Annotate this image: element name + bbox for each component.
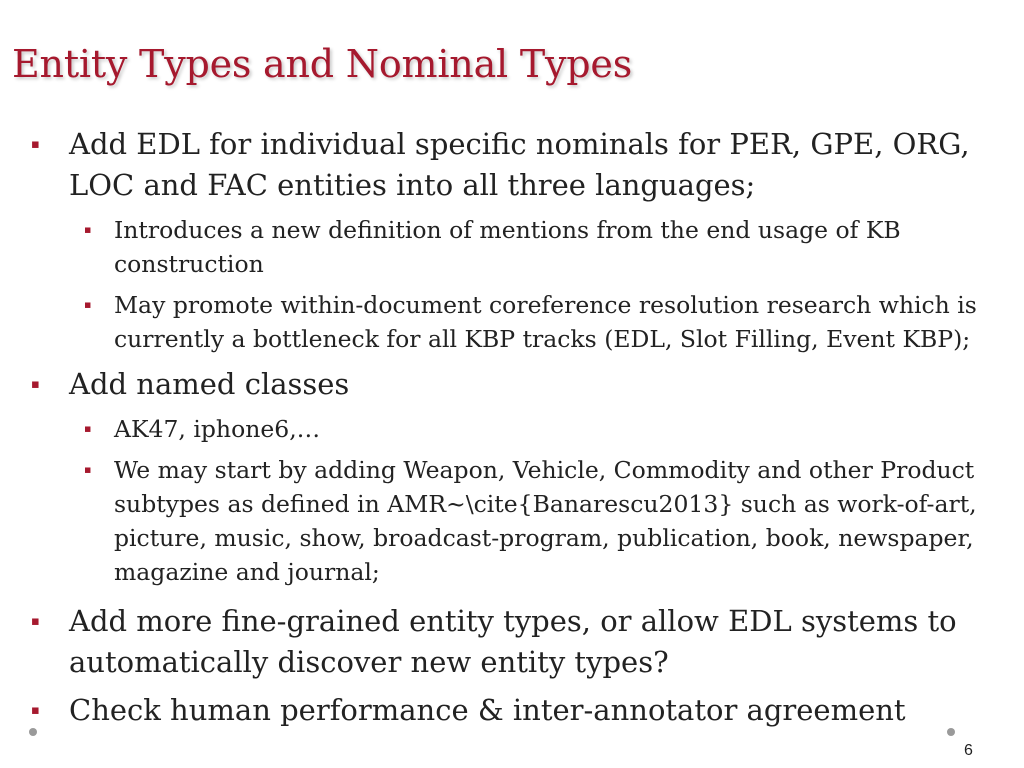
bullet-list	[0, 124, 1024, 731]
sub-bullet-text: Introduces a new definition of mentions from the end usage of KB construction	[114, 216, 901, 278]
sub-bullet-item	[0, 288, 1024, 356]
sub-bullet-icon: ▪	[84, 422, 92, 435]
page-number: 6	[964, 742, 973, 759]
bullet-item-fine-grained-types	[0, 601, 1024, 683]
bullet-icon: ▪	[31, 703, 40, 718]
bullet-icon: ▪	[31, 137, 40, 152]
bullet-text: Check human performance & inter-annotator agreement	[69, 693, 906, 727]
sub-bullet-text: AK47, iphone6,…	[114, 415, 321, 443]
bullet-text: Add more fine-grained entity types, or allow EDL systems to automatically discover new entity types?	[69, 604, 957, 679]
slide-title: Entity Types and Nominal Types	[12, 42, 632, 86]
decorative-dot-icon	[947, 728, 955, 736]
sub-bullet-icon: ▪	[84, 463, 92, 476]
bullet-icon: ▪	[31, 614, 40, 629]
sub-bullet-item	[0, 213, 1024, 281]
sub-bullet-item	[0, 453, 1024, 589]
bullet-text: Add EDL for individual specific nominals for PER, GPE, ORG, LOC and FAC entities into all three languages;	[69, 127, 970, 202]
sub-bullet-icon: ▪	[84, 298, 92, 311]
decorative-dot-icon	[29, 728, 37, 736]
sub-bullet-icon: ▪	[84, 223, 92, 236]
sub-bullet-text: May promote within-document coreference resolution research which is currently a bottleneck for all KBP tracks (EDL, Slot Filling, Event KBP);	[114, 291, 977, 353]
bullet-icon: ▪	[31, 377, 40, 392]
bullet-text: Add named classes	[69, 367, 350, 401]
sub-bullet-item	[0, 412, 1024, 446]
bullet-item-named-classes	[0, 364, 1024, 405]
bullet-item-human-performance	[0, 690, 1024, 731]
sub-bullet-text: We may start by adding Weapon, Vehicle, Commodity and other Product subtypes as defined in AMR~\cite{Banarescu2013} such as work-of-art, picture, music, show, broadcast-program, publication, book, newspaper, magazine and journal;	[114, 456, 977, 586]
bullet-item-edl-nominals	[0, 124, 1024, 206]
